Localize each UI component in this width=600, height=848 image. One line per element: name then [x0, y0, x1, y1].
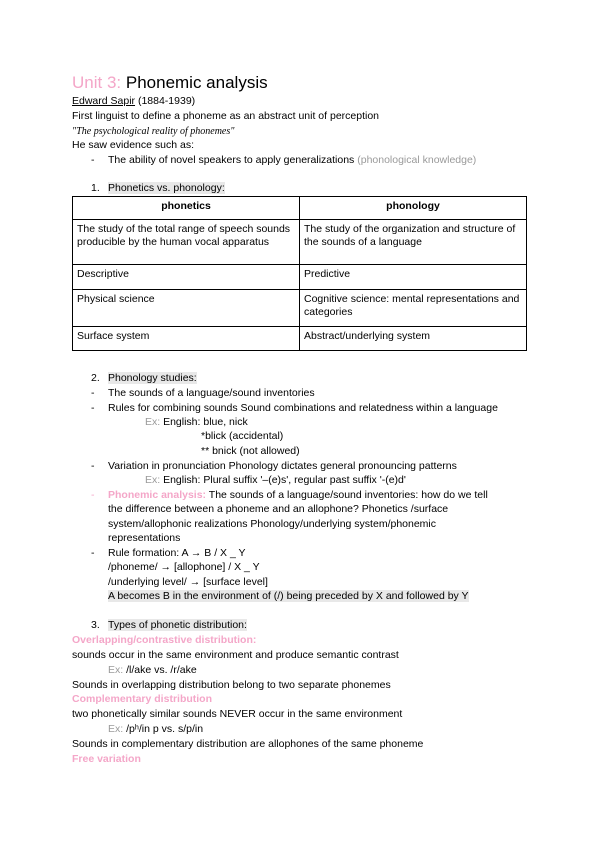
- example-line: ** bnick (not allowed): [201, 445, 300, 457]
- page-title: [72, 73, 268, 93]
- section1-heading: [108, 182, 225, 195]
- evidence-bullet: [108, 154, 476, 167]
- evidence-bullet-note: (phonological knowledge): [354, 154, 477, 166]
- list-item: Rules for combining sounds Sound combinations and relatedness within a language: [108, 402, 498, 414]
- phonemic-analysis-label: Phonemic analysis:: [108, 489, 207, 501]
- list-item: Rule formation: A → B / X _ Y: [108, 547, 246, 559]
- list-item-continued: [108, 590, 469, 603]
- table-row: [73, 220, 527, 265]
- author-line: [72, 95, 195, 108]
- intro-line: First linguist to define a phoneme as an abstract unit of perception: [72, 110, 380, 122]
- example-text: English: blue, nick: [160, 416, 248, 428]
- overlap-note: Sounds in overlapping distribution belong to two separate phonemes: [72, 679, 391, 691]
- list-item: The sounds of a language/sound inventories: [108, 387, 315, 399]
- bullet-dash: -: [91, 547, 95, 559]
- table-cell: The study of the total range of speech sounds producible by the human vocal apparatus: [73, 220, 300, 265]
- section3-heading: [108, 619, 247, 632]
- table-cell: Physical science: [73, 290, 300, 327]
- free-variation-heading: Free variation: [72, 753, 141, 765]
- example-label: Ex:: [145, 474, 161, 486]
- list-item-continued: the difference between a phoneme and an allophone? Phonetics /surface: [108, 503, 449, 515]
- list-item-continued: /underlying level/ → [surface level]: [108, 576, 268, 588]
- bullet-dash: -: [91, 387, 95, 399]
- example-line: [108, 723, 203, 736]
- author-name: Edward Sapir: [72, 95, 136, 107]
- title-main: Phonemic analysis: [121, 73, 268, 92]
- table-header-cell: phonetics: [73, 197, 300, 220]
- bullet-dash: -: [91, 402, 95, 414]
- evidence-bullet-text: The ability of novel speakers to apply generalizations: [108, 154, 355, 166]
- example-label: Ex:: [108, 664, 124, 676]
- example-line: *blick (accidental): [201, 430, 284, 442]
- example-text: /l/ake vs. /r/ake: [123, 664, 197, 676]
- section1-label: Phonetics vs. phonology:: [108, 182, 225, 194]
- complementary-heading: Complementary distribution: [72, 693, 213, 705]
- section2-label: Phonology studies:: [108, 372, 197, 384]
- list-item-continued: system/allophonic realizations Phonology/underlying system/phonemic: [108, 518, 437, 530]
- quote-line: "The psychological reality of phonemes": [72, 126, 235, 137]
- table-cell: Abstract/underlying system: [300, 327, 527, 351]
- list-item: Variation in pronunciation Phonology dictates general pronouncing patterns: [108, 460, 457, 472]
- example-label: Ex:: [145, 416, 161, 428]
- list-item-text: The sounds of a language/sound inventories: how do we tell: [206, 489, 488, 501]
- section1-number: 1.: [91, 182, 100, 194]
- table-header-cell: phonology: [300, 197, 527, 220]
- example-text: English: Plural suffix '–(e)s', regular past suffix '-(e)d': [160, 474, 406, 486]
- table-row: [73, 327, 527, 351]
- example-text: /pʰ/in p vs. s/p/in: [123, 723, 204, 735]
- title-prefix: Unit 3:: [72, 73, 122, 92]
- highlighted-text: A becomes B in the environment of (/) being preceded by X and followed by Y: [108, 590, 469, 602]
- example-line: [145, 416, 248, 429]
- complementary-note: Sounds in complementary distribution are allophones of the same phoneme: [72, 738, 424, 750]
- section2-number: 2.: [91, 372, 100, 384]
- phonetics-phonology-table: [72, 196, 527, 351]
- bullet-dash: -: [91, 460, 95, 472]
- complementary-description: two phonetically similar sounds NEVER occur in the same environment: [72, 708, 403, 720]
- table-cell: Predictive: [300, 265, 527, 290]
- example-label: Ex:: [108, 723, 124, 735]
- table-header-row: [73, 197, 527, 220]
- section2-heading: [108, 372, 197, 385]
- list-item-continued: /phoneme/ → [allophone] / X _ Y: [108, 561, 260, 573]
- bullet-dash: -: [91, 154, 95, 166]
- example-line: [145, 474, 406, 487]
- author-years: (1884-1939): [135, 95, 196, 107]
- table-cell: Descriptive: [73, 265, 300, 290]
- table-cell: Cognitive science: mental representations and categories: [300, 290, 527, 327]
- section3-label: Types of phonetic distribution:: [108, 619, 247, 631]
- evidence-line: He saw evidence such as:: [72, 139, 194, 151]
- table-row: [73, 290, 527, 327]
- section3-number: 3.: [91, 619, 100, 631]
- list-item-continued: representations: [108, 532, 181, 544]
- overlap-heading: Overlapping/contrastive distribution:: [72, 634, 257, 646]
- example-line: [108, 664, 197, 677]
- overlap-description: sounds occur in the same environment and produce semantic contrast: [72, 649, 399, 661]
- table-cell: Surface system: [73, 327, 300, 351]
- table-row: [73, 265, 527, 290]
- bullet-dash: -: [91, 489, 95, 501]
- table-cell: The study of the organization and structure of the sounds of a language: [300, 220, 527, 265]
- list-item: [108, 489, 488, 502]
